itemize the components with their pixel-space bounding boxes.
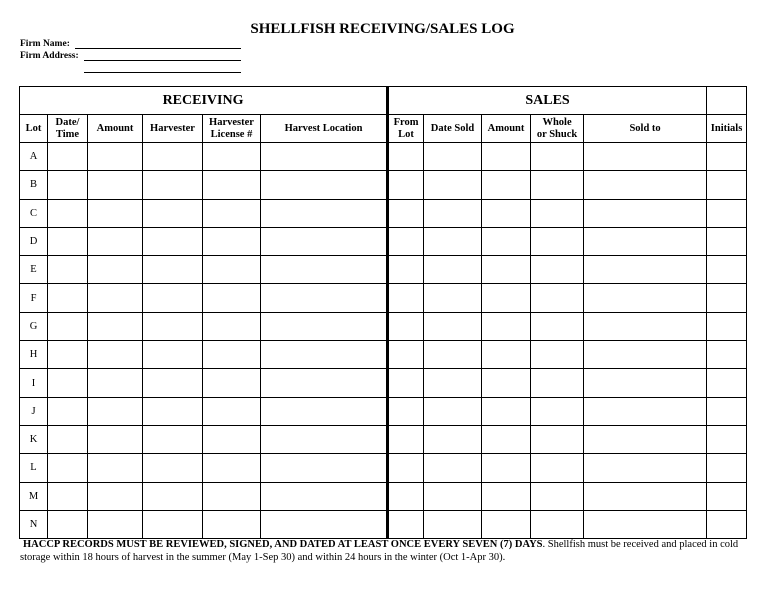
initials-section-blank: [707, 87, 747, 115]
table-row: [20, 256, 747, 284]
harvester-license-cell[interactable]: [203, 284, 261, 312]
date-sold-cell[interactable]: [424, 397, 482, 425]
col-from-lot-line1: From: [393, 116, 419, 128]
amount-cell[interactable]: [88, 425, 143, 453]
harvester-license-cell[interactable]: [203, 482, 261, 510]
table-row: [20, 312, 747, 340]
harvester-license-cell[interactable]: [203, 171, 261, 199]
date-time-cell[interactable]: [48, 369, 88, 397]
footer-note: [20, 538, 746, 564]
harvester-cell[interactable]: [143, 369, 203, 397]
date-time-cell[interactable]: [48, 482, 88, 510]
sold-to-cell[interactable]: [584, 199, 707, 227]
firm-name-field[interactable]: [75, 48, 241, 49]
amount-cell[interactable]: [88, 199, 143, 227]
initials-cell[interactable]: [707, 199, 747, 227]
harvest-location-cell[interactable]: [261, 199, 388, 227]
initials-cell[interactable]: [707, 227, 747, 255]
lot-label: E: [20, 256, 48, 284]
amount-cell[interactable]: [88, 369, 143, 397]
lot-label: M: [20, 482, 48, 510]
date-time-cell[interactable]: [48, 454, 88, 482]
col-license-line1: Harvester: [209, 116, 254, 128]
sold-to-cell[interactable]: [584, 397, 707, 425]
firm-address-label: Firm Address:: [20, 51, 79, 61]
sold-to-cell[interactable]: [584, 425, 707, 453]
harvester-cell[interactable]: [143, 256, 203, 284]
sales-amount-cell[interactable]: [482, 341, 531, 369]
sales-amount-cell[interactable]: [482, 369, 531, 397]
sold-to-cell[interactable]: [584, 227, 707, 255]
date-time-cell[interactable]: [48, 227, 88, 255]
amount-cell[interactable]: [88, 312, 143, 340]
lot-label: N: [20, 510, 48, 538]
table-row: [20, 341, 747, 369]
date-time-cell[interactable]: [48, 199, 88, 227]
harvester-license-cell[interactable]: [203, 143, 261, 171]
harvest-location-cell[interactable]: [261, 171, 388, 199]
harvester-cell[interactable]: [143, 199, 203, 227]
date-sold-cell[interactable]: [424, 256, 482, 284]
initials-cell[interactable]: [707, 454, 747, 482]
lot-label: H: [20, 341, 48, 369]
harvester-cell[interactable]: [143, 284, 203, 312]
date-sold-cell[interactable]: [424, 369, 482, 397]
harvester-cell[interactable]: [143, 341, 203, 369]
harvester-cell[interactable]: [143, 227, 203, 255]
whole-or-shuck-cell[interactable]: [531, 256, 584, 284]
table-row: [20, 510, 747, 538]
harvest-location-cell[interactable]: [261, 256, 388, 284]
harvester-cell[interactable]: [143, 312, 203, 340]
table-row: [20, 284, 747, 312]
date-time-cell[interactable]: [48, 341, 88, 369]
col-from-lot-line2: Lot: [398, 128, 414, 140]
from-lot-cell[interactable]: [388, 312, 424, 340]
lot-label: G: [20, 312, 48, 340]
lot-label: A: [20, 143, 48, 171]
harvester-cell[interactable]: [143, 454, 203, 482]
date-sold-cell[interactable]: [424, 227, 482, 255]
table-row: [20, 143, 747, 171]
harvester-cell[interactable]: [143, 143, 203, 171]
initials-cell[interactable]: [707, 256, 747, 284]
lot-label: J: [20, 397, 48, 425]
whole-or-shuck-cell[interactable]: [531, 454, 584, 482]
harvest-location-cell[interactable]: [261, 227, 388, 255]
table-row: [20, 454, 747, 482]
sold-to-cell[interactable]: [584, 284, 707, 312]
whole-or-shuck-cell[interactable]: [531, 482, 584, 510]
date-time-cell[interactable]: [48, 425, 88, 453]
whole-or-shuck-cell[interactable]: [531, 143, 584, 171]
harvester-license-cell[interactable]: [203, 256, 261, 284]
amount-cell[interactable]: [88, 482, 143, 510]
lot-label: D: [20, 227, 48, 255]
sold-to-cell[interactable]: [584, 454, 707, 482]
harvester-license-cell[interactable]: [203, 341, 261, 369]
date-time-cell[interactable]: [48, 510, 88, 538]
harvester-license-cell[interactable]: [203, 312, 261, 340]
lot-label: B: [20, 171, 48, 199]
harvester-license-cell[interactable]: [203, 199, 261, 227]
harvest-location-cell[interactable]: [261, 397, 388, 425]
date-sold-cell[interactable]: [424, 341, 482, 369]
from-lot-cell[interactable]: [388, 454, 424, 482]
col-date-sold: Date Sold: [424, 115, 482, 143]
table-row: [20, 171, 747, 199]
date-time-cell[interactable]: [48, 143, 88, 171]
table-row: [20, 199, 747, 227]
firm-address-field-line-2[interactable]: [84, 72, 241, 73]
footer-bold: HACCP RECORDS MUST BE REVIEWED, SIGNED, AND DATED AT LEAST ONCE EVERY SEVEN (7) DAYS: [23, 539, 543, 550]
col-date-time-line2: Time: [55, 128, 80, 140]
initials-cell[interactable]: [707, 341, 747, 369]
col-from-lot: [388, 115, 424, 143]
harvest-location-cell[interactable]: [261, 341, 388, 369]
from-lot-cell[interactable]: [388, 369, 424, 397]
sold-to-cell[interactable]: [584, 171, 707, 199]
harvest-location-cell[interactable]: [261, 312, 388, 340]
date-time-cell[interactable]: [48, 312, 88, 340]
amount-cell[interactable]: [88, 171, 143, 199]
col-initials: Initials: [707, 115, 747, 143]
page-title: SHELLFISH RECEIVING/SALES LOG: [250, 21, 515, 37]
date-sold-cell[interactable]: [424, 425, 482, 453]
lot-label: F: [20, 284, 48, 312]
from-lot-cell[interactable]: [388, 227, 424, 255]
harvester-cell[interactable]: [143, 425, 203, 453]
harvester-license-cell[interactable]: [203, 510, 261, 538]
sales-amount-cell[interactable]: [482, 510, 531, 538]
sales-amount-cell[interactable]: [482, 143, 531, 171]
harvest-location-cell[interactable]: [261, 510, 388, 538]
sales-amount-cell[interactable]: [482, 171, 531, 199]
from-lot-cell[interactable]: [388, 199, 424, 227]
col-harvester-license: [203, 115, 261, 143]
col-whole-line2: or Shuck: [536, 128, 578, 140]
amount-cell[interactable]: [88, 341, 143, 369]
date-sold-cell[interactable]: [424, 454, 482, 482]
initials-cell[interactable]: [707, 143, 747, 171]
sales-amount-cell[interactable]: [482, 425, 531, 453]
col-harvest-location: Harvest Location: [261, 115, 388, 143]
whole-or-shuck-cell[interactable]: [531, 341, 584, 369]
harvester-cell[interactable]: [143, 397, 203, 425]
harvest-location-cell[interactable]: [261, 425, 388, 453]
date-time-cell[interactable]: [48, 171, 88, 199]
from-lot-cell[interactable]: [388, 171, 424, 199]
sold-to-cell[interactable]: [584, 312, 707, 340]
sales-amount-cell[interactable]: [482, 199, 531, 227]
harvester-license-cell[interactable]: [203, 227, 261, 255]
table-row: [20, 227, 747, 255]
whole-or-shuck-cell[interactable]: [531, 227, 584, 255]
amount-cell[interactable]: [88, 397, 143, 425]
harvester-cell[interactable]: [143, 510, 203, 538]
col-lot: Lot: [20, 115, 48, 143]
whole-or-shuck-cell[interactable]: [531, 312, 584, 340]
amount-cell[interactable]: [88, 510, 143, 538]
from-lot-cell[interactable]: [388, 256, 424, 284]
date-sold-cell[interactable]: [424, 143, 482, 171]
firm-address-field-line-1[interactable]: [84, 60, 241, 61]
receiving-section-header: RECEIVING: [20, 87, 388, 115]
sold-to-cell[interactable]: [584, 256, 707, 284]
col-sales-amount: Amount: [482, 115, 531, 143]
lot-label: L: [20, 454, 48, 482]
date-sold-cell[interactable]: [424, 199, 482, 227]
date-sold-cell[interactable]: [424, 510, 482, 538]
footer-rest: . Shellfish must be received and placed in cold storage within 18 hours of harvest in the summer (May 1-Sep 30) and within 24 hours in the winter (Oct 1-Apr 30).: [20, 539, 739, 563]
sales-amount-cell[interactable]: [482, 256, 531, 284]
initials-cell[interactable]: [707, 482, 747, 510]
initials-cell[interactable]: [707, 171, 747, 199]
lot-label: I: [20, 369, 48, 397]
sold-to-cell[interactable]: [584, 482, 707, 510]
amount-cell[interactable]: [88, 227, 143, 255]
harvester-cell[interactable]: [143, 482, 203, 510]
date-sold-cell[interactable]: [424, 171, 482, 199]
amount-cell[interactable]: [88, 454, 143, 482]
sales-amount-cell[interactable]: [482, 227, 531, 255]
col-whole-or-shuck: [531, 115, 584, 143]
table-row: [20, 482, 747, 510]
date-time-cell[interactable]: [48, 284, 88, 312]
harvester-cell[interactable]: [143, 171, 203, 199]
sold-to-cell[interactable]: [584, 510, 707, 538]
lot-label: K: [20, 425, 48, 453]
from-lot-cell[interactable]: [388, 397, 424, 425]
whole-or-shuck-cell[interactable]: [531, 199, 584, 227]
sales-amount-cell[interactable]: [482, 284, 531, 312]
amount-cell[interactable]: [88, 284, 143, 312]
date-time-cell[interactable]: [48, 397, 88, 425]
date-time-cell[interactable]: [48, 256, 88, 284]
sales-amount-cell[interactable]: [482, 397, 531, 425]
date-sold-cell[interactable]: [424, 482, 482, 510]
col-amount: Amount: [88, 115, 143, 143]
from-lot-cell[interactable]: [388, 284, 424, 312]
whole-or-shuck-cell[interactable]: [531, 284, 584, 312]
sold-to-cell[interactable]: [584, 369, 707, 397]
initials-cell[interactable]: [707, 312, 747, 340]
col-date-time: [48, 115, 88, 143]
from-lot-cell[interactable]: [388, 510, 424, 538]
harvest-location-cell[interactable]: [261, 482, 388, 510]
whole-or-shuck-cell[interactable]: [531, 369, 584, 397]
sold-to-cell[interactable]: [584, 143, 707, 171]
col-whole-line1: Whole: [542, 116, 572, 128]
from-lot-cell[interactable]: [388, 341, 424, 369]
harvest-location-cell[interactable]: [261, 369, 388, 397]
harvester-license-cell[interactable]: [203, 397, 261, 425]
amount-cell[interactable]: [88, 143, 143, 171]
date-sold-cell[interactable]: [424, 284, 482, 312]
harvest-location-cell[interactable]: [261, 284, 388, 312]
harvester-license-cell[interactable]: [203, 425, 261, 453]
whole-or-shuck-cell[interactable]: [531, 171, 584, 199]
initials-cell[interactable]: [707, 425, 747, 453]
initials-cell[interactable]: [707, 284, 747, 312]
harvester-license-cell[interactable]: [203, 454, 261, 482]
harvest-location-cell[interactable]: [261, 143, 388, 171]
firm-name-label: Firm Name:: [20, 39, 70, 49]
amount-cell[interactable]: [88, 256, 143, 284]
whole-or-shuck-cell[interactable]: [531, 425, 584, 453]
col-sold-to: Sold to: [584, 115, 707, 143]
table-row: [20, 425, 747, 453]
sales-section-header: SALES: [388, 87, 707, 115]
from-lot-cell[interactable]: [388, 425, 424, 453]
sales-amount-cell[interactable]: [482, 482, 531, 510]
initials-cell[interactable]: [707, 369, 747, 397]
whole-or-shuck-cell[interactable]: [531, 397, 584, 425]
harvest-location-cell[interactable]: [261, 454, 388, 482]
col-license-line2: License #: [210, 128, 253, 140]
date-sold-cell[interactable]: [424, 312, 482, 340]
col-date-time-line1: Date/: [55, 116, 80, 128]
table-row: [20, 397, 747, 425]
from-lot-cell[interactable]: [388, 143, 424, 171]
sales-amount-cell[interactable]: [482, 454, 531, 482]
lot-label: C: [20, 199, 48, 227]
sold-to-cell[interactable]: [584, 341, 707, 369]
from-lot-cell[interactable]: [388, 482, 424, 510]
whole-or-shuck-cell[interactable]: [531, 510, 584, 538]
harvester-license-cell[interactable]: [203, 369, 261, 397]
col-harvester: Harvester: [143, 115, 203, 143]
log-table: [19, 86, 747, 539]
initials-cell[interactable]: [707, 510, 747, 538]
table-row: [20, 369, 747, 397]
sales-amount-cell[interactable]: [482, 312, 531, 340]
initials-cell[interactable]: [707, 397, 747, 425]
